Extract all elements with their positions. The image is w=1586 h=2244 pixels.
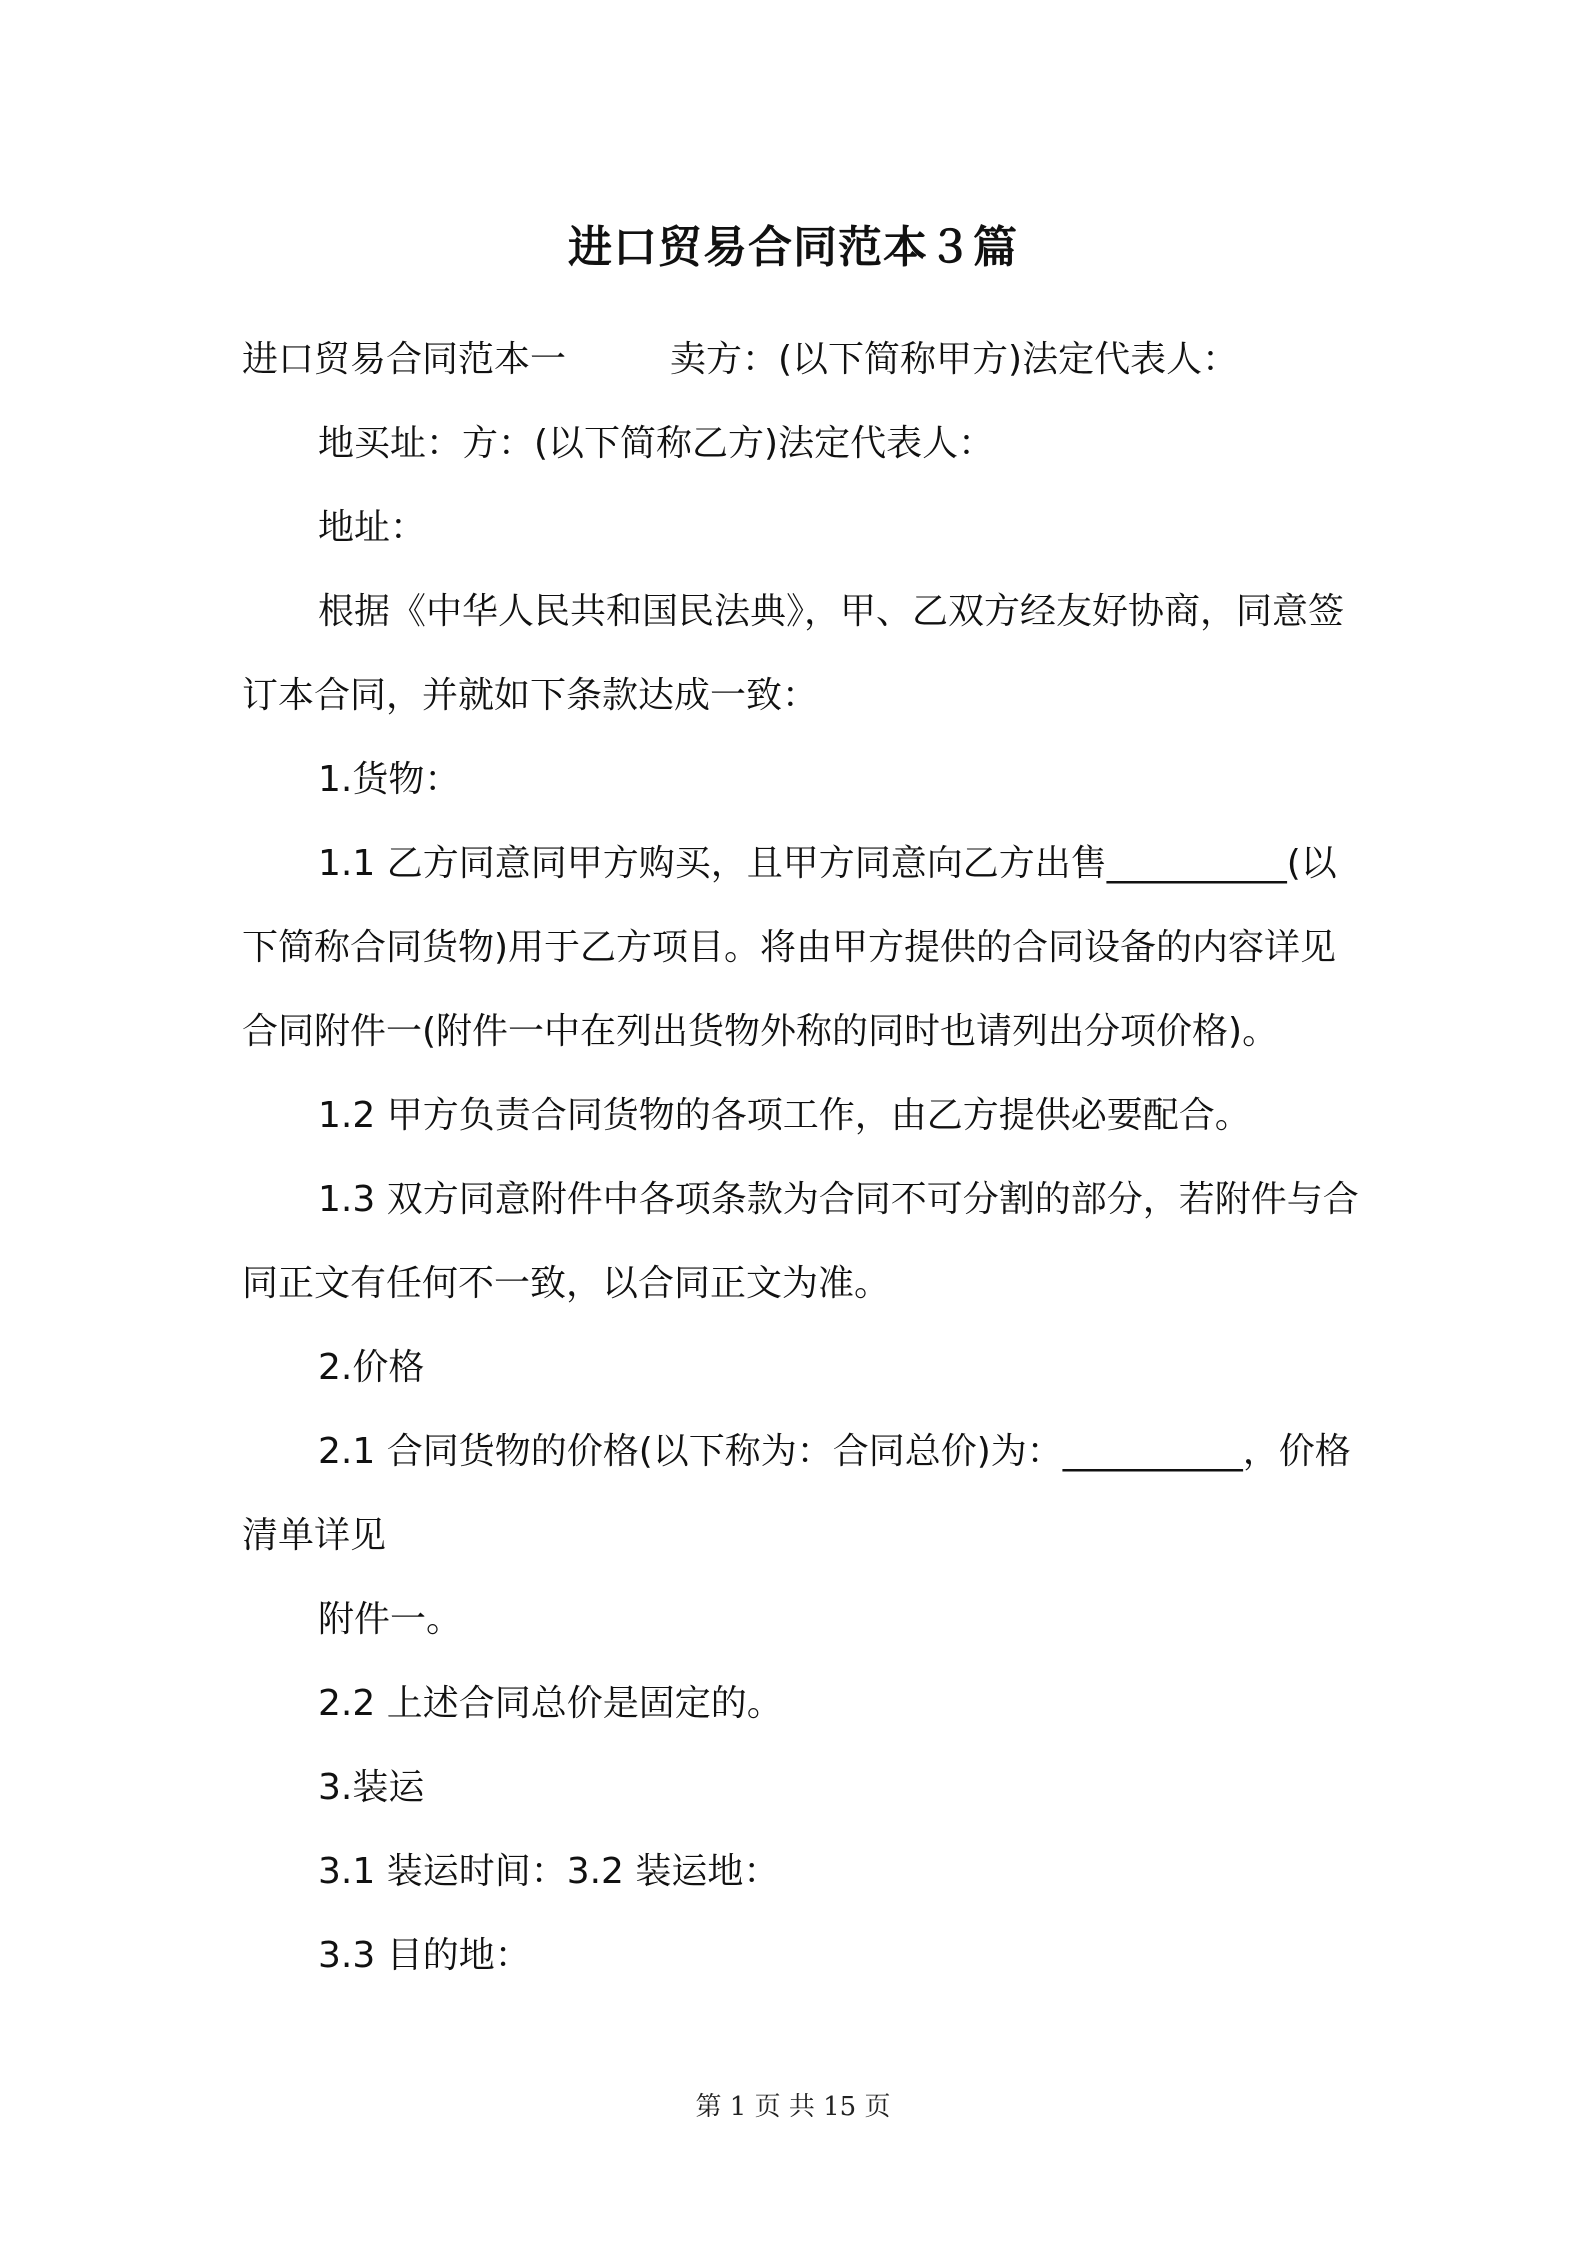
contract-heading-line [242,318,1362,402]
seller-line: 卖方：(以下简称甲方)法定代表人： [670,339,1239,380]
section-price-heading: 2.价格 [318,1347,425,1388]
clause-2-2: 2.2 上述合同总价是固定的。 [318,1683,783,1724]
clause-1-1: 1.1 乙方同意同甲方购买，且甲方同意向乙方出售__________(以下简称合同货物)用于乙方项目。将由甲方提供的合同设备的内容详见合同附件一(附件一中在列出货物外称的同时也请列出分项价格)。 [242,843,1337,1052]
section-shipment-heading: 3.装运 [318,1767,425,1808]
section-goods-heading: 1.货物： [318,759,461,800]
buyer-line: 地买址：方：(以下简称乙方)法定代表人： [318,423,995,464]
contract-heading: 进口贸易合同范本一 [242,339,567,380]
clause-1-2: 1.2 甲方负责合同货物的各项工作，由乙方提供必要配合。 [318,1095,1251,1136]
document-body [242,318,1362,1998]
clause-1-3: 1.3 双方同意附件中各项条款为合同不可分割的部分，若附件与合同正文有任何不一致，以合同正文为准。 [242,1179,1359,1304]
clause-2-1: 2.1 合同货物的价格(以下称为：合同总价)为：__________，价格清单详见 [242,1431,1351,1556]
clause-3-3: 3.3 目的地： [318,1935,531,1976]
clause-2-1-continued: 附件一。 [318,1599,463,1640]
address-line: 地址： [318,507,427,548]
clause-3-1-3-2: 3.1 装运时间：3.2 装运地： [318,1851,780,1892]
document-title: 进口贸易合同范本３篇 [568,222,1018,273]
preamble-paragraph: 根据《中华人民共和国民法典》，甲、乙双方经友好协商，同意签订本合同，并就如下条款达成一致： [242,591,1345,716]
page-number-footer: 第 1 页 共 15 页 [695,2092,891,2122]
